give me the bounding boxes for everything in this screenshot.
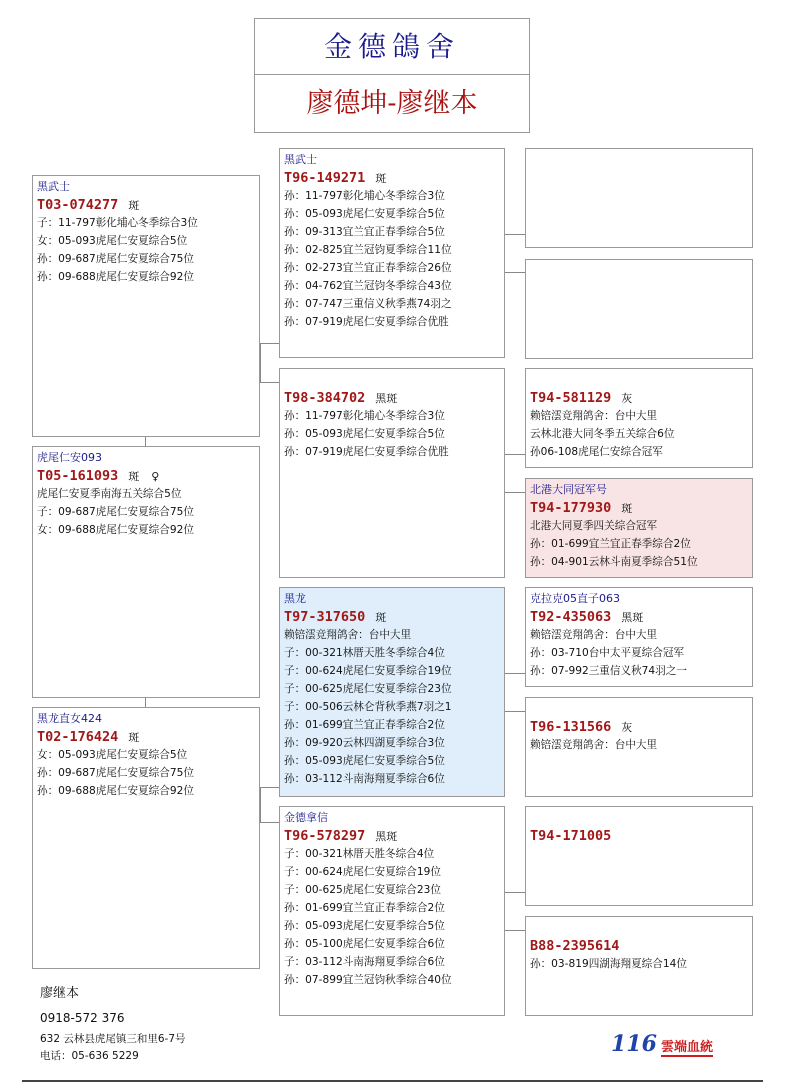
pigeon-name bbox=[530, 810, 748, 826]
connector-line bbox=[505, 711, 525, 712]
achievement-line: 子：00-624虎尾仁安夏综合19位 bbox=[284, 866, 441, 878]
ancestor-card-5[interactable] bbox=[525, 587, 753, 687]
connector-line bbox=[505, 272, 525, 273]
achievement-line: 赖锫澐竞翔鸽舍：台中大里 bbox=[530, 739, 658, 751]
sire-card[interactable] bbox=[32, 175, 260, 437]
achievement-line: 子：00-624虎尾仁安夏季综合19位 bbox=[284, 665, 452, 677]
connector-line bbox=[260, 822, 279, 823]
achievement-line: 子：09-687虎尾仁安夏综合75位 bbox=[37, 506, 194, 518]
achievement-line: 孙：01-699宜兰宜正春季综合2位 bbox=[284, 902, 445, 914]
ring-number: T94-581129 bbox=[530, 390, 612, 406]
ancestor-card-7[interactable] bbox=[525, 806, 753, 906]
ring-number: T02-176424 bbox=[37, 729, 119, 745]
connector-line bbox=[505, 673, 525, 674]
connector-line bbox=[505, 492, 525, 493]
connector-line bbox=[505, 892, 525, 893]
achievement-line: 女：05-093虎尾仁安夏综合5位 bbox=[37, 749, 188, 761]
logo-text: 雲端血統 bbox=[660, 1040, 713, 1055]
achievement-line: 子：00-625虎尾仁安夏综合23位 bbox=[284, 884, 441, 896]
female-sex-icon: ♀ bbox=[151, 470, 160, 483]
achievement-line: 子：00-506云林仑背秋季燕7羽之1 bbox=[284, 701, 452, 713]
connector-line bbox=[145, 698, 146, 707]
owner-name: 廖继本 bbox=[40, 986, 80, 1001]
achievement-line: 子：00-625虎尾仁安夏季综合23位 bbox=[284, 683, 452, 695]
pigeon-color: 灰 bbox=[621, 721, 633, 734]
achievement-line: 孙：02-825宜兰冠钧夏季综合11位 bbox=[284, 244, 452, 256]
pigeon-name bbox=[284, 372, 500, 388]
connector-line bbox=[145, 437, 146, 446]
ancestor-card-6[interactable] bbox=[525, 697, 753, 797]
connector-line bbox=[505, 234, 525, 235]
ring-number: T94-171005 bbox=[530, 828, 612, 844]
connector-line bbox=[260, 382, 279, 383]
ring-number: T96-131566 bbox=[530, 719, 612, 735]
ring-number: T03-074277 bbox=[37, 197, 119, 213]
achievement-line: 子：00-321林厝天胜冬季综合4位 bbox=[284, 647, 445, 659]
achievement-line: 孙：05-093虎尾仁安夏季综合5位 bbox=[284, 428, 445, 440]
achievement-line: 孙：09-688虎尾仁安夏综合92位 bbox=[37, 271, 194, 283]
ring-number: B88-2395614 bbox=[530, 938, 620, 954]
pigeon-name: 北港大同冠军号 bbox=[530, 483, 607, 496]
achievement-line: 孙：09-920云林四湖夏季综合3位 bbox=[284, 737, 445, 749]
achievement-line: 赖锫澐竞翔鸽舍：台中大里 bbox=[284, 629, 412, 641]
achievement-line: 孙：05-100虎尾仁安夏季综合6位 bbox=[284, 938, 445, 950]
achievement-line: 虎尾仁安夏季南海五关综合5位 bbox=[37, 488, 182, 500]
pigeon-name: 虎尾仁安093 bbox=[37, 451, 102, 464]
connector-line bbox=[505, 930, 525, 931]
dam-card[interactable] bbox=[32, 707, 260, 969]
owner-telephone: 电话：05-636 5229 bbox=[40, 1050, 139, 1062]
achievement-line: 孙：07-992三重信义秋74羽之一 bbox=[530, 665, 687, 677]
achievement-line: 北港大同夏季四关综合冠军 bbox=[530, 520, 658, 532]
ring-number: T94-177930 bbox=[530, 500, 612, 516]
pigeon-color: 斑 bbox=[375, 611, 387, 624]
pigeon-color: 黑斑 bbox=[621, 611, 644, 624]
ring-number: T96-578297 bbox=[284, 828, 366, 844]
logo-number: 116 bbox=[611, 1031, 657, 1057]
achievement-line: 孙：07-919虎尾仁安夏季综合优胜 bbox=[284, 316, 449, 328]
achievement-line: 孙：05-093虎尾仁安夏季综合5位 bbox=[284, 208, 445, 220]
connector-line bbox=[260, 343, 279, 344]
ancestor-card-4[interactable] bbox=[525, 478, 753, 578]
ancestor-card-1[interactable] bbox=[525, 148, 753, 248]
achievement-line: 孙：07-899宜兰冠钧秋季综合40位 bbox=[284, 974, 452, 986]
achievement-line: 孙：11-797彰化埔心冬季综合3位 bbox=[284, 190, 445, 202]
owner-names: 廖德坤-廖继本 bbox=[306, 88, 478, 119]
pigeon-color: 斑 bbox=[128, 199, 140, 212]
ring-number: T92-435063 bbox=[530, 609, 612, 625]
pigeon-color: 斑 bbox=[128, 731, 140, 744]
pigeon-name: 黑龙直女424 bbox=[37, 712, 102, 725]
achievement-line: 女：09-688虎尾仁安夏综合92位 bbox=[37, 524, 194, 536]
sire-dam-card[interactable] bbox=[279, 368, 505, 578]
connector-line bbox=[505, 454, 525, 455]
subject-card[interactable] bbox=[32, 446, 260, 698]
owner-info bbox=[40, 984, 260, 1065]
ring-number: T98-384702 bbox=[284, 390, 366, 406]
achievement-line: 子：11-797彰化埔心冬季综合3位 bbox=[37, 217, 198, 229]
connector-line bbox=[260, 787, 279, 788]
ancestor-card-3[interactable] bbox=[525, 368, 753, 468]
ring-number: T96-149271 bbox=[284, 170, 366, 186]
achievement-line: 孙：07-747三重信义秋季燕74羽之 bbox=[284, 298, 452, 310]
pigeon-name: 黑武士 bbox=[37, 180, 70, 193]
achievement-line: 孙：01-699宜兰宜正春季综合2位 bbox=[284, 719, 445, 731]
achievement-line: 孙：04-901云林斗南夏季综合51位 bbox=[530, 556, 698, 568]
title-box bbox=[254, 18, 530, 133]
bottom-divider bbox=[22, 1080, 763, 1082]
achievement-line: 孙：07-919虎尾仁安夏季综合优胜 bbox=[284, 446, 449, 458]
achievement-line: 云林北港大同冬季五关综合6位 bbox=[530, 428, 675, 440]
pigeon-color: 黑斑 bbox=[375, 830, 398, 843]
loft-name: 金德鴿舍 bbox=[255, 19, 529, 75]
achievement-line: 孙：05-093虎尾仁安夏季综合5位 bbox=[284, 755, 445, 767]
dam-dam-card[interactable] bbox=[279, 806, 505, 1016]
pigeon-color: 斑 bbox=[621, 502, 633, 515]
ancestor-card-8[interactable] bbox=[525, 916, 753, 1016]
achievement-line: 孙：03-710台中太平夏综合冠军 bbox=[530, 647, 685, 659]
pigeon-name: 黑武士 bbox=[284, 153, 317, 166]
achievement-line: 孙：05-093虎尾仁安夏季综合5位 bbox=[284, 920, 445, 932]
pigeon-name: 克拉克05直子063 bbox=[530, 592, 620, 605]
achievement-line: 孙：09-687虎尾仁安夏综合75位 bbox=[37, 253, 194, 265]
achievement-line: 子：00-321林厝天胜冬综合4位 bbox=[284, 848, 435, 860]
achievement-line: 孙：03-112斗南海翔夏季综合6位 bbox=[284, 773, 445, 785]
achievement-line: 子：03-112斗南海翔夏季综合6位 bbox=[284, 956, 445, 968]
pigeon-color: 斑 bbox=[375, 172, 387, 185]
ring-number: T97-317650 bbox=[284, 609, 366, 625]
achievement-line: 孙：04-762宜兰冠钧冬季综合43位 bbox=[284, 280, 452, 292]
achievement-line: 女：05-093虎尾仁安夏综合5位 bbox=[37, 235, 188, 247]
owner-phone: 0918-572 376 bbox=[40, 1011, 125, 1025]
connector-line bbox=[260, 787, 261, 823]
pigeon-name bbox=[530, 701, 748, 717]
pigeon-color: 灰 bbox=[621, 392, 633, 405]
pigeon-name: 金德拿信 bbox=[284, 811, 328, 824]
achievement-line: 孙：11-797彰化埔心冬季综合3位 bbox=[284, 410, 445, 422]
achievement-line: 孙：02-273宜兰宜正春季综合26位 bbox=[284, 262, 452, 274]
connector-line bbox=[260, 343, 261, 383]
pigeon-color: 斑 bbox=[128, 470, 140, 483]
owner-address: 632 云林县虎尾镇三和里6-7号 bbox=[40, 1033, 186, 1045]
pigeon-color: 黑斑 bbox=[375, 392, 398, 405]
brand-logo bbox=[611, 1031, 721, 1057]
dam-sire-card[interactable] bbox=[279, 587, 505, 797]
achievement-line: 孙06-108虎尾仁安综合冠军 bbox=[530, 446, 663, 458]
sire-sire-card[interactable] bbox=[279, 148, 505, 358]
achievement-line: 孙：03-819四湖海翔夏综合14位 bbox=[530, 958, 687, 970]
ring-number: T05-161093 bbox=[37, 468, 119, 484]
pigeon-name: 黑龙 bbox=[284, 592, 306, 605]
achievement-line: 孙：09-687虎尾仁安夏综合75位 bbox=[37, 767, 194, 779]
achievement-line: 孙：01-699宜兰宜正春季综合2位 bbox=[530, 538, 691, 550]
achievement-line: 赖锫澐竞翔鸽舍：台中大里 bbox=[530, 629, 658, 641]
achievement-line: 孙：09-313宜兰宜正春季综合5位 bbox=[284, 226, 445, 238]
ancestor-card-2[interactable] bbox=[525, 259, 753, 359]
pigeon-name bbox=[530, 920, 748, 936]
achievement-line: 孙：09-688虎尾仁安夏综合92位 bbox=[37, 785, 194, 797]
pigeon-name bbox=[530, 372, 748, 388]
achievement-line: 赖锫澐竞翔鸽舍：台中大里 bbox=[530, 410, 658, 422]
